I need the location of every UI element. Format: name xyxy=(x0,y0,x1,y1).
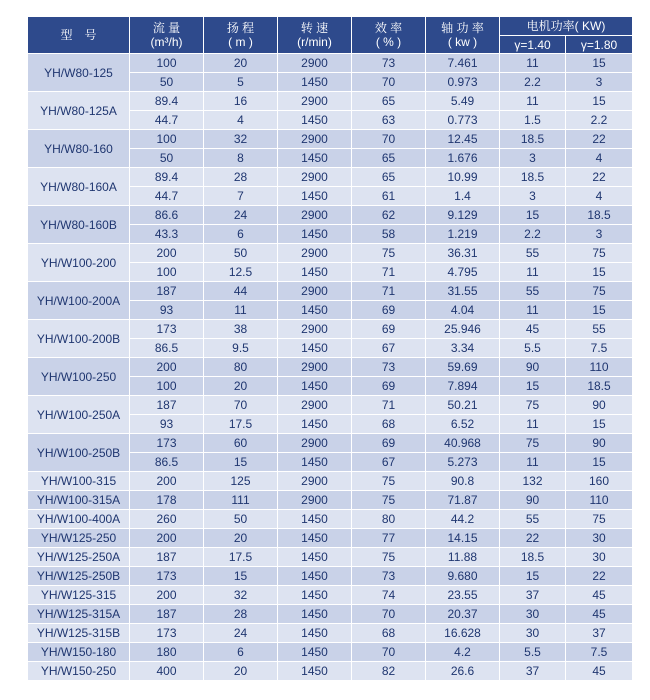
model-cell: YH/W80-125 xyxy=(28,54,130,92)
motor-power-gamma1-cell: 90 xyxy=(500,491,566,510)
efficiency-cell: 73 xyxy=(352,54,426,73)
efficiency-cell: 67 xyxy=(352,339,426,358)
shaft-power-cell: 0.773 xyxy=(426,111,500,130)
motor-power-gamma2-cell: 15 xyxy=(566,453,633,472)
motor-power-gamma1-cell: 11 xyxy=(500,263,566,282)
model-cell: YH/W150-250 xyxy=(28,662,130,681)
flow-cell: 187 xyxy=(130,548,204,567)
flow-cell: 100 xyxy=(130,130,204,149)
shaft-power-cell: 71.87 xyxy=(426,491,500,510)
motor-power-gamma2-cell: 160 xyxy=(566,472,633,491)
head-cell: 8 xyxy=(204,149,278,168)
speed-cell: 2900 xyxy=(278,358,352,377)
efficiency-cell: 65 xyxy=(352,168,426,187)
shaft-power-cell: 1.676 xyxy=(426,149,500,168)
motor-power-gamma1-cell: 55 xyxy=(500,510,566,529)
flow-cell: 43.3 xyxy=(130,225,204,244)
motor-power-gamma2-cell: 110 xyxy=(566,358,633,377)
table-row xyxy=(28,472,633,491)
motor-power-gamma2-cell: 55 xyxy=(566,320,633,339)
speed-cell: 1450 xyxy=(278,111,352,130)
flow-cell: 50 xyxy=(130,149,204,168)
motor-power-gamma2-cell: 75 xyxy=(566,282,633,301)
efficiency-cell: 71 xyxy=(352,282,426,301)
flow-cell: 173 xyxy=(130,567,204,586)
table-row xyxy=(28,605,633,624)
shaft-power-cell: 16.628 xyxy=(426,624,500,643)
flow-cell: 187 xyxy=(130,605,204,624)
table-row xyxy=(28,92,633,111)
motor-power-gamma2-cell: 22 xyxy=(566,168,633,187)
table-row xyxy=(28,358,633,377)
table-body xyxy=(28,54,633,681)
motor-power-gamma2-cell: 90 xyxy=(566,434,633,453)
shaft-power-cell: 6.52 xyxy=(426,415,500,434)
head-cell: 70 xyxy=(204,396,278,415)
motor-power-gamma2-cell: 45 xyxy=(566,586,633,605)
shaft-power-cell: 0.973 xyxy=(426,73,500,92)
motor-power-gamma2-cell: 4 xyxy=(566,187,633,206)
speed-cell: 1450 xyxy=(278,377,352,396)
head-cell: 15 xyxy=(204,567,278,586)
speed-cell: 1450 xyxy=(278,225,352,244)
table-row xyxy=(28,168,633,187)
shaft-power-cell: 7.461 xyxy=(426,54,500,73)
speed-cell: 2900 xyxy=(278,92,352,111)
model-cell: YH/W80-125A xyxy=(28,92,130,130)
flow-cell: 187 xyxy=(130,282,204,301)
motor-power-gamma1-cell: 37 xyxy=(500,586,566,605)
motor-power-gamma2-cell: 110 xyxy=(566,491,633,510)
shaft-power-cell: 9.129 xyxy=(426,206,500,225)
head-cell: 24 xyxy=(204,206,278,225)
table-row xyxy=(28,434,633,453)
shaft-power-cell: 10.99 xyxy=(426,168,500,187)
efficiency-cell: 82 xyxy=(352,662,426,681)
motor-power-gamma2-cell: 75 xyxy=(566,244,633,263)
head-cell: 28 xyxy=(204,605,278,624)
model-cell: YH/W80-160 xyxy=(28,130,130,168)
flow-cell: 173 xyxy=(130,624,204,643)
head-cell: 44 xyxy=(204,282,278,301)
header-flow: 流 量 (m³/h) xyxy=(130,17,204,54)
model-cell: YH/W125-315 xyxy=(28,586,130,605)
efficiency-cell: 62 xyxy=(352,206,426,225)
head-cell: 11 xyxy=(204,301,278,320)
head-cell: 20 xyxy=(204,54,278,73)
header-gamma-2: γ=1.80 xyxy=(566,36,633,54)
head-cell: 50 xyxy=(204,244,278,263)
motor-power-gamma2-cell: 37 xyxy=(566,624,633,643)
flow-cell: 86.5 xyxy=(130,339,204,358)
head-cell: 5 xyxy=(204,73,278,92)
motor-power-gamma1-cell: 11 xyxy=(500,92,566,111)
model-cell: YH/W100-315 xyxy=(28,472,130,491)
model-cell: YH/W100-200B xyxy=(28,320,130,358)
shaft-power-cell: 9.680 xyxy=(426,567,500,586)
flow-cell: 89.4 xyxy=(130,168,204,187)
efficiency-cell: 68 xyxy=(352,624,426,643)
table-row xyxy=(28,54,633,73)
motor-power-gamma1-cell: 2.2 xyxy=(500,73,566,92)
shaft-power-cell: 26.6 xyxy=(426,662,500,681)
motor-power-gamma1-cell: 75 xyxy=(500,396,566,415)
motor-power-gamma1-cell: 15 xyxy=(500,377,566,396)
speed-cell: 1450 xyxy=(278,662,352,681)
speed-cell: 2900 xyxy=(278,206,352,225)
efficiency-cell: 70 xyxy=(352,130,426,149)
shaft-power-cell: 90.8 xyxy=(426,472,500,491)
motor-power-gamma2-cell: 22 xyxy=(566,567,633,586)
efficiency-cell: 69 xyxy=(352,377,426,396)
efficiency-cell: 80 xyxy=(352,510,426,529)
motor-power-gamma2-cell: 90 xyxy=(566,396,633,415)
head-cell: 24 xyxy=(204,624,278,643)
head-cell: 32 xyxy=(204,586,278,605)
table-row xyxy=(28,206,633,225)
head-cell: 20 xyxy=(204,377,278,396)
speed-cell: 1450 xyxy=(278,586,352,605)
head-cell: 12.5 xyxy=(204,263,278,282)
flow-cell: 260 xyxy=(130,510,204,529)
motor-power-gamma1-cell: 18.5 xyxy=(500,168,566,187)
flow-cell: 44.7 xyxy=(130,187,204,206)
motor-power-gamma2-cell: 15 xyxy=(566,54,633,73)
speed-cell: 2900 xyxy=(278,472,352,491)
motor-power-gamma2-cell: 45 xyxy=(566,662,633,681)
efficiency-cell: 69 xyxy=(352,301,426,320)
model-cell: YH/W100-250 xyxy=(28,358,130,396)
flow-cell: 173 xyxy=(130,320,204,339)
shaft-power-cell: 36.31 xyxy=(426,244,500,263)
shaft-power-cell: 25.946 xyxy=(426,320,500,339)
speed-cell: 1450 xyxy=(278,73,352,92)
speed-cell: 2900 xyxy=(278,282,352,301)
model-cell: YH/W100-200 xyxy=(28,244,130,282)
speed-cell: 2900 xyxy=(278,491,352,510)
efficiency-cell: 75 xyxy=(352,472,426,491)
motor-power-gamma2-cell: 15 xyxy=(566,92,633,111)
speed-cell: 1450 xyxy=(278,187,352,206)
flow-cell: 44.7 xyxy=(130,111,204,130)
table-row xyxy=(28,662,633,681)
efficiency-cell: 75 xyxy=(352,548,426,567)
header-model: 型 号 xyxy=(28,17,130,54)
model-cell: YH/W100-250B xyxy=(28,434,130,472)
speed-cell: 1450 xyxy=(278,567,352,586)
shaft-power-cell: 4.04 xyxy=(426,301,500,320)
speed-cell: 1450 xyxy=(278,263,352,282)
motor-power-gamma1-cell: 1.5 xyxy=(500,111,566,130)
table-row xyxy=(28,510,633,529)
shaft-power-cell: 1.4 xyxy=(426,187,500,206)
head-cell: 125 xyxy=(204,472,278,491)
motor-power-gamma2-cell: 15 xyxy=(566,263,633,282)
head-cell: 7 xyxy=(204,187,278,206)
motor-power-gamma1-cell: 3 xyxy=(500,187,566,206)
motor-power-gamma1-cell: 55 xyxy=(500,282,566,301)
flow-cell: 93 xyxy=(130,301,204,320)
motor-power-gamma2-cell: 15 xyxy=(566,301,633,320)
flow-cell: 400 xyxy=(130,662,204,681)
motor-power-gamma1-cell: 2.2 xyxy=(500,225,566,244)
model-cell: YH/W150-180 xyxy=(28,643,130,662)
flow-cell: 100 xyxy=(130,377,204,396)
table-row xyxy=(28,491,633,510)
header-speed: 转 速 (r/min) xyxy=(278,17,352,54)
pump-spec-table xyxy=(27,16,633,681)
flow-cell: 100 xyxy=(130,263,204,282)
head-cell: 111 xyxy=(204,491,278,510)
flow-cell: 200 xyxy=(130,472,204,491)
motor-power-gamma2-cell: 22 xyxy=(566,130,633,149)
motor-power-gamma2-cell: 45 xyxy=(566,605,633,624)
efficiency-cell: 74 xyxy=(352,586,426,605)
flow-cell: 86.6 xyxy=(130,206,204,225)
motor-power-gamma1-cell: 90 xyxy=(500,358,566,377)
speed-cell: 1450 xyxy=(278,339,352,358)
motor-power-gamma1-cell: 30 xyxy=(500,605,566,624)
head-cell: 20 xyxy=(204,529,278,548)
efficiency-cell: 70 xyxy=(352,73,426,92)
speed-cell: 1450 xyxy=(278,415,352,434)
head-cell: 17.5 xyxy=(204,415,278,434)
model-cell: YH/W100-400A xyxy=(28,510,130,529)
shaft-power-cell: 40.968 xyxy=(426,434,500,453)
efficiency-cell: 77 xyxy=(352,529,426,548)
flow-cell: 93 xyxy=(130,415,204,434)
shaft-power-cell: 50.21 xyxy=(426,396,500,415)
speed-cell: 1450 xyxy=(278,548,352,567)
head-cell: 20 xyxy=(204,662,278,681)
shaft-power-cell: 14.15 xyxy=(426,529,500,548)
efficiency-cell: 73 xyxy=(352,567,426,586)
speed-cell: 1450 xyxy=(278,529,352,548)
motor-power-gamma2-cell: 4 xyxy=(566,149,633,168)
head-cell: 28 xyxy=(204,168,278,187)
model-cell: YH/W125-250B xyxy=(28,567,130,586)
motor-power-gamma2-cell: 7.5 xyxy=(566,643,633,662)
speed-cell: 1450 xyxy=(278,643,352,662)
motor-power-gamma1-cell: 45 xyxy=(500,320,566,339)
motor-power-gamma1-cell: 11 xyxy=(500,54,566,73)
model-cell: YH/W125-315A xyxy=(28,605,130,624)
speed-cell: 2900 xyxy=(278,168,352,187)
shaft-power-cell: 3.34 xyxy=(426,339,500,358)
motor-power-gamma1-cell: 18.5 xyxy=(500,130,566,149)
shaft-power-cell: 31.55 xyxy=(426,282,500,301)
efficiency-cell: 70 xyxy=(352,643,426,662)
efficiency-cell: 69 xyxy=(352,434,426,453)
motor-power-gamma1-cell: 132 xyxy=(500,472,566,491)
head-cell: 9.5 xyxy=(204,339,278,358)
flow-cell: 89.4 xyxy=(130,92,204,111)
efficiency-cell: 70 xyxy=(352,605,426,624)
head-cell: 6 xyxy=(204,643,278,662)
motor-power-gamma1-cell: 15 xyxy=(500,206,566,225)
motor-power-gamma2-cell: 2.2 xyxy=(566,111,633,130)
motor-power-gamma2-cell: 3 xyxy=(566,73,633,92)
shaft-power-cell: 11.88 xyxy=(426,548,500,567)
table-row xyxy=(28,244,633,263)
model-cell: YH/W100-250A xyxy=(28,396,130,434)
table-header xyxy=(28,17,633,54)
efficiency-cell: 65 xyxy=(352,149,426,168)
flow-cell: 180 xyxy=(130,643,204,662)
flow-cell: 100 xyxy=(130,54,204,73)
shaft-power-cell: 12.45 xyxy=(426,130,500,149)
table-row xyxy=(28,396,633,415)
motor-power-gamma2-cell: 7.5 xyxy=(566,339,633,358)
model-cell: YH/W100-200A xyxy=(28,282,130,320)
head-cell: 60 xyxy=(204,434,278,453)
motor-power-gamma2-cell: 30 xyxy=(566,529,633,548)
shaft-power-cell: 4.2 xyxy=(426,643,500,662)
efficiency-cell: 71 xyxy=(352,396,426,415)
model-cell: YH/W80-160B xyxy=(28,206,130,244)
header-efficiency: 效 率 ( % ) xyxy=(352,17,426,54)
table-row xyxy=(28,643,633,662)
speed-cell: 2900 xyxy=(278,54,352,73)
shaft-power-cell: 4.795 xyxy=(426,263,500,282)
motor-power-gamma1-cell: 11 xyxy=(500,301,566,320)
shaft-power-cell: 59.69 xyxy=(426,358,500,377)
head-cell: 16 xyxy=(204,92,278,111)
efficiency-cell: 63 xyxy=(352,111,426,130)
efficiency-cell: 58 xyxy=(352,225,426,244)
motor-power-gamma2-cell: 3 xyxy=(566,225,633,244)
header-gamma-1: γ=1.40 xyxy=(500,36,566,54)
head-cell: 32 xyxy=(204,130,278,149)
flow-cell: 200 xyxy=(130,586,204,605)
efficiency-cell: 67 xyxy=(352,453,426,472)
flow-cell: 187 xyxy=(130,396,204,415)
efficiency-cell: 75 xyxy=(352,491,426,510)
model-cell: YH/W100-315A xyxy=(28,491,130,510)
speed-cell: 1450 xyxy=(278,453,352,472)
shaft-power-cell: 7.894 xyxy=(426,377,500,396)
speed-cell: 1450 xyxy=(278,301,352,320)
motor-power-gamma1-cell: 75 xyxy=(500,434,566,453)
speed-cell: 2900 xyxy=(278,396,352,415)
motor-power-gamma2-cell: 18.5 xyxy=(566,206,633,225)
head-cell: 4 xyxy=(204,111,278,130)
speed-cell: 1450 xyxy=(278,624,352,643)
efficiency-cell: 61 xyxy=(352,187,426,206)
speed-cell: 2900 xyxy=(278,320,352,339)
motor-power-gamma1-cell: 22 xyxy=(500,529,566,548)
motor-power-gamma1-cell: 15 xyxy=(500,567,566,586)
flow-cell: 200 xyxy=(130,244,204,263)
flow-cell: 178 xyxy=(130,491,204,510)
model-cell: YH/W125-315B xyxy=(28,624,130,643)
head-cell: 50 xyxy=(204,510,278,529)
efficiency-cell: 68 xyxy=(352,415,426,434)
model-cell: YH/W125-250 xyxy=(28,529,130,548)
head-cell: 38 xyxy=(204,320,278,339)
flow-cell: 200 xyxy=(130,358,204,377)
motor-power-gamma1-cell: 11 xyxy=(500,453,566,472)
model-cell: YH/W80-160A xyxy=(28,168,130,206)
speed-cell: 2900 xyxy=(278,434,352,453)
flow-cell: 86.5 xyxy=(130,453,204,472)
head-cell: 80 xyxy=(204,358,278,377)
shaft-power-cell: 44.2 xyxy=(426,510,500,529)
table-row xyxy=(28,567,633,586)
table-row xyxy=(28,586,633,605)
pump-spec-table-container xyxy=(27,16,632,681)
flow-cell: 173 xyxy=(130,434,204,453)
speed-cell: 1450 xyxy=(278,605,352,624)
speed-cell: 1450 xyxy=(278,510,352,529)
motor-power-gamma2-cell: 15 xyxy=(566,415,633,434)
motor-power-gamma1-cell: 30 xyxy=(500,624,566,643)
header-motor-power: 电机功率( KW) xyxy=(500,17,633,36)
header-head: 扬 程 ( m ) xyxy=(204,17,278,54)
shaft-power-cell: 20.37 xyxy=(426,605,500,624)
table-row xyxy=(28,529,633,548)
motor-power-gamma1-cell: 3 xyxy=(500,149,566,168)
shaft-power-cell: 23.55 xyxy=(426,586,500,605)
efficiency-cell: 73 xyxy=(352,358,426,377)
speed-cell: 2900 xyxy=(278,244,352,263)
efficiency-cell: 69 xyxy=(352,320,426,339)
model-cell: YH/W125-250A xyxy=(28,548,130,567)
table-row xyxy=(28,130,633,149)
efficiency-cell: 75 xyxy=(352,244,426,263)
motor-power-gamma1-cell: 5.5 xyxy=(500,643,566,662)
motor-power-gamma2-cell: 75 xyxy=(566,510,633,529)
table-row xyxy=(28,320,633,339)
speed-cell: 1450 xyxy=(278,149,352,168)
shaft-power-cell: 5.273 xyxy=(426,453,500,472)
motor-power-gamma1-cell: 18.5 xyxy=(500,548,566,567)
header-shaft-power: 轴 功 率 ( kw ) xyxy=(426,17,500,54)
flow-cell: 50 xyxy=(130,73,204,92)
motor-power-gamma2-cell: 30 xyxy=(566,548,633,567)
efficiency-cell: 65 xyxy=(352,92,426,111)
motor-power-gamma1-cell: 11 xyxy=(500,415,566,434)
motor-power-gamma1-cell: 55 xyxy=(500,244,566,263)
head-cell: 15 xyxy=(204,453,278,472)
shaft-power-cell: 5.49 xyxy=(426,92,500,111)
speed-cell: 2900 xyxy=(278,130,352,149)
table-row xyxy=(28,282,633,301)
motor-power-gamma2-cell: 18.5 xyxy=(566,377,633,396)
motor-power-gamma1-cell: 37 xyxy=(500,662,566,681)
table-row xyxy=(28,624,633,643)
table-row xyxy=(28,548,633,567)
efficiency-cell: 71 xyxy=(352,263,426,282)
shaft-power-cell: 1.219 xyxy=(426,225,500,244)
head-cell: 6 xyxy=(204,225,278,244)
flow-cell: 200 xyxy=(130,529,204,548)
motor-power-gamma1-cell: 5.5 xyxy=(500,339,566,358)
head-cell: 17.5 xyxy=(204,548,278,567)
